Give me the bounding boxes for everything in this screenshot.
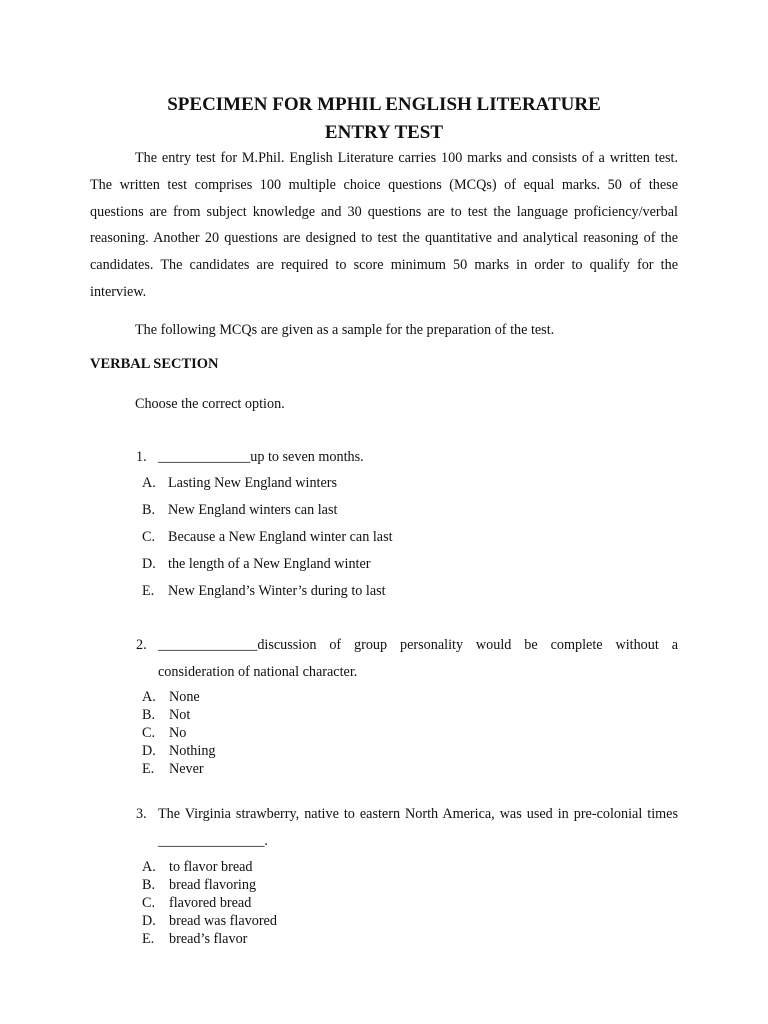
option-text: Never: [169, 761, 204, 777]
instruction-text: Choose the correct option.: [135, 396, 285, 412]
option-2e: [142, 760, 204, 778]
option-text: bread flavoring: [169, 877, 257, 893]
sample-note: The following MCQs are given as a sample for the preparation of the test.: [135, 322, 555, 338]
option-letter: D.: [142, 913, 156, 929]
option-text: Not: [169, 707, 191, 723]
question-2: [136, 632, 681, 688]
option-3e: [142, 930, 247, 948]
question-text: The Virginia strawberry, native to eastern North America, was used in pre-colonial times _______________.: [158, 806, 678, 849]
option-letter: D.: [142, 556, 156, 572]
option-3b: [142, 876, 256, 894]
option-letter: A.: [142, 689, 156, 705]
option-letter: B.: [142, 502, 156, 518]
option-text: Lasting New England winters: [168, 475, 338, 491]
question-1: [136, 447, 681, 469]
option-2a: [142, 688, 200, 706]
document-title-line-1: SPECIMEN FOR MPHIL ENGLISH LITERATURE: [167, 94, 601, 115]
option-letter: B.: [142, 877, 156, 893]
option-letter: B.: [142, 707, 156, 723]
option-letter: E.: [142, 761, 155, 777]
option-2c: [142, 724, 186, 742]
question-number: 2.: [136, 637, 147, 653]
section-heading: VERBAL SECTION: [90, 356, 219, 372]
option-text: bread was flavored: [169, 913, 277, 929]
option-text: No: [169, 725, 187, 741]
option-letter: C.: [142, 725, 156, 741]
question-3: [136, 801, 681, 857]
question-text: _____________up to seven months.: [158, 449, 364, 465]
option-text: to flavor bread: [169, 859, 253, 875]
option-text: the length of a New England winter: [168, 556, 371, 572]
option-text: flavored bread: [169, 895, 252, 911]
question-number: 3.: [136, 806, 147, 822]
option-letter: A.: [142, 859, 156, 875]
option-letter: C.: [142, 895, 156, 911]
option-1e: [142, 582, 386, 600]
intro-paragraph-text: The entry test for M.Phil. English Literature carries 100 marks and consists of a written test. The written test comprises 100 multiple choice questions (MCQs) of equal marks. 50 of these questions are from subject knowledge and 30 questions are to test the language proficiency/verbal reasoning. Another 20 questions are designed to test the quantitative and analytical reasoning of the candidates. The candidates are required to score minimum 50 marks in order to qualify for the interview.: [90, 150, 678, 300]
option-3c: [142, 894, 251, 912]
document-title-line-2: ENTRY TEST: [324, 122, 444, 143]
option-text: Nothing: [169, 743, 216, 759]
option-text: New England’s Winter’s during to last: [168, 583, 386, 599]
question-number: 1.: [136, 449, 147, 465]
option-1b: [142, 501, 337, 519]
option-1d: [142, 555, 371, 573]
question-text: ______________discussion of group personality would be complete without a consideration of national character.: [158, 637, 678, 680]
option-letter: D.: [142, 743, 156, 759]
option-1a: [142, 474, 337, 492]
option-3a: [142, 858, 253, 876]
option-2d: [142, 742, 216, 760]
option-2b: [142, 706, 190, 724]
option-letter: A.: [142, 475, 156, 491]
option-text: bread’s flavor: [169, 931, 248, 947]
option-text: New England winters can last: [168, 502, 338, 518]
option-letter: E.: [142, 931, 155, 947]
option-text: Because a New England winter can last: [168, 529, 393, 545]
option-letter: E.: [142, 583, 155, 599]
intro-paragraph: [90, 145, 678, 306]
option-text: None: [169, 689, 200, 705]
option-3d: [142, 912, 277, 930]
option-letter: C.: [142, 529, 156, 545]
option-1c: [142, 528, 393, 546]
